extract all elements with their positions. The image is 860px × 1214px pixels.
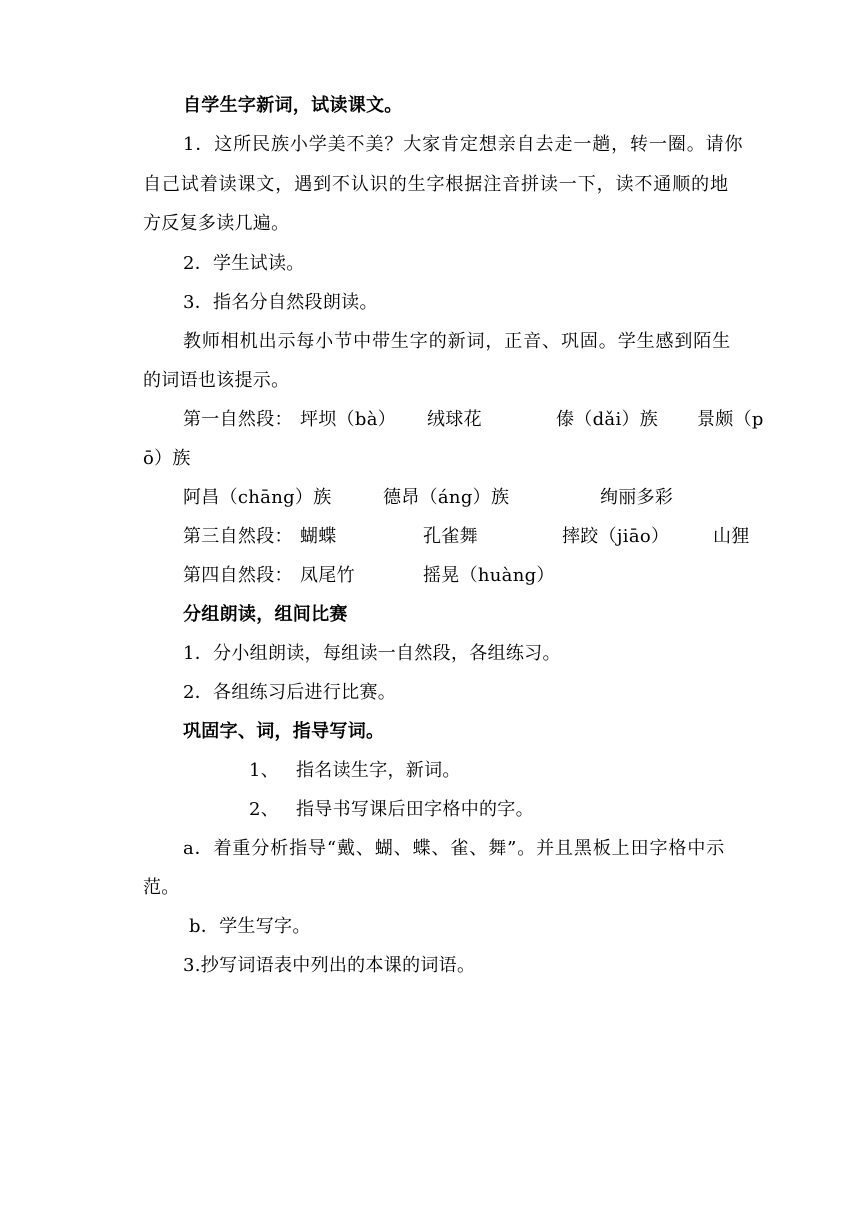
vocab-label: 第三自然段： xyxy=(183,526,293,547)
paragraph-line: 方反复多读几遍。 xyxy=(143,213,290,234)
list-item: 指名读生字，新词。 xyxy=(296,760,461,781)
vocab-word: 阿昌（chāng）族 xyxy=(183,487,332,508)
list-item-number: 2、 xyxy=(249,799,280,820)
paragraph-line: 1．这所民族小学美不美？大家肯定想亲自去走一趟，转一圈。请你 xyxy=(183,134,744,155)
vocab-word: 绚丽多彩 xyxy=(600,487,674,508)
vocab-word: 孔雀舞 xyxy=(423,526,478,547)
list-item: 指导书写课后田字格中的字。 xyxy=(296,799,534,820)
paragraph-line: 自己试着读课文，遇到不认识的生字根据注音拼读一下，读不通顺的地 xyxy=(143,174,729,195)
list-item: 1．分小组朗读，每组读一自然段，各组练习。 xyxy=(183,643,561,664)
list-item: 3.抄写词语表中列出的本课的词语。 xyxy=(183,955,476,976)
vocab-label: 第四自然段： xyxy=(183,565,293,586)
list-item: 3．指名分自然段朗读。 xyxy=(183,292,378,313)
list-item: 2．各组练习后进行比赛。 xyxy=(183,682,397,703)
paragraph-line: a．着重分析指导“戴、蝴、蝶、雀、舞”。并且黑板上田字格中示 xyxy=(183,838,726,859)
list-item: 2．学生试读。 xyxy=(183,253,305,274)
vocab-word: 傣（dǎi）族 xyxy=(556,409,659,430)
vocab-word: 凤尾竹 xyxy=(300,565,355,586)
list-item: b．学生写字。 xyxy=(189,916,311,937)
vocab-word: 坪坝（bà） xyxy=(300,409,397,430)
paragraph-line: 的词语也该提示。 xyxy=(143,370,290,391)
vocab-word: 摇晃（huàng） xyxy=(423,565,555,586)
vocab-word: 摔跤（jiāo） xyxy=(562,526,670,547)
paragraph-line: 教师相机出示每小节中带生字的新词，正音、巩固。学生感到陌生 xyxy=(183,331,732,352)
section-heading-self-study: 自学生字新词，试读课文。 xyxy=(183,95,403,116)
vocab-word: ō）族 xyxy=(143,448,191,469)
vocab-word: 德昂（áng）族 xyxy=(383,487,510,508)
vocab-word: 绒球花 xyxy=(427,409,482,430)
vocab-label: 第一自然段： xyxy=(183,409,293,430)
section-heading-writing: 巩固字、词，指导写词。 xyxy=(183,721,385,742)
list-item-number: 1、 xyxy=(249,760,280,781)
section-heading-group-reading: 分组朗读，组间比赛 xyxy=(183,604,348,625)
vocab-word: 山狸 xyxy=(713,526,750,547)
vocab-word: 景颇（p xyxy=(697,409,764,430)
vocab-word: 蝴蝶 xyxy=(300,526,337,547)
paragraph-line: 范。 xyxy=(143,877,180,898)
